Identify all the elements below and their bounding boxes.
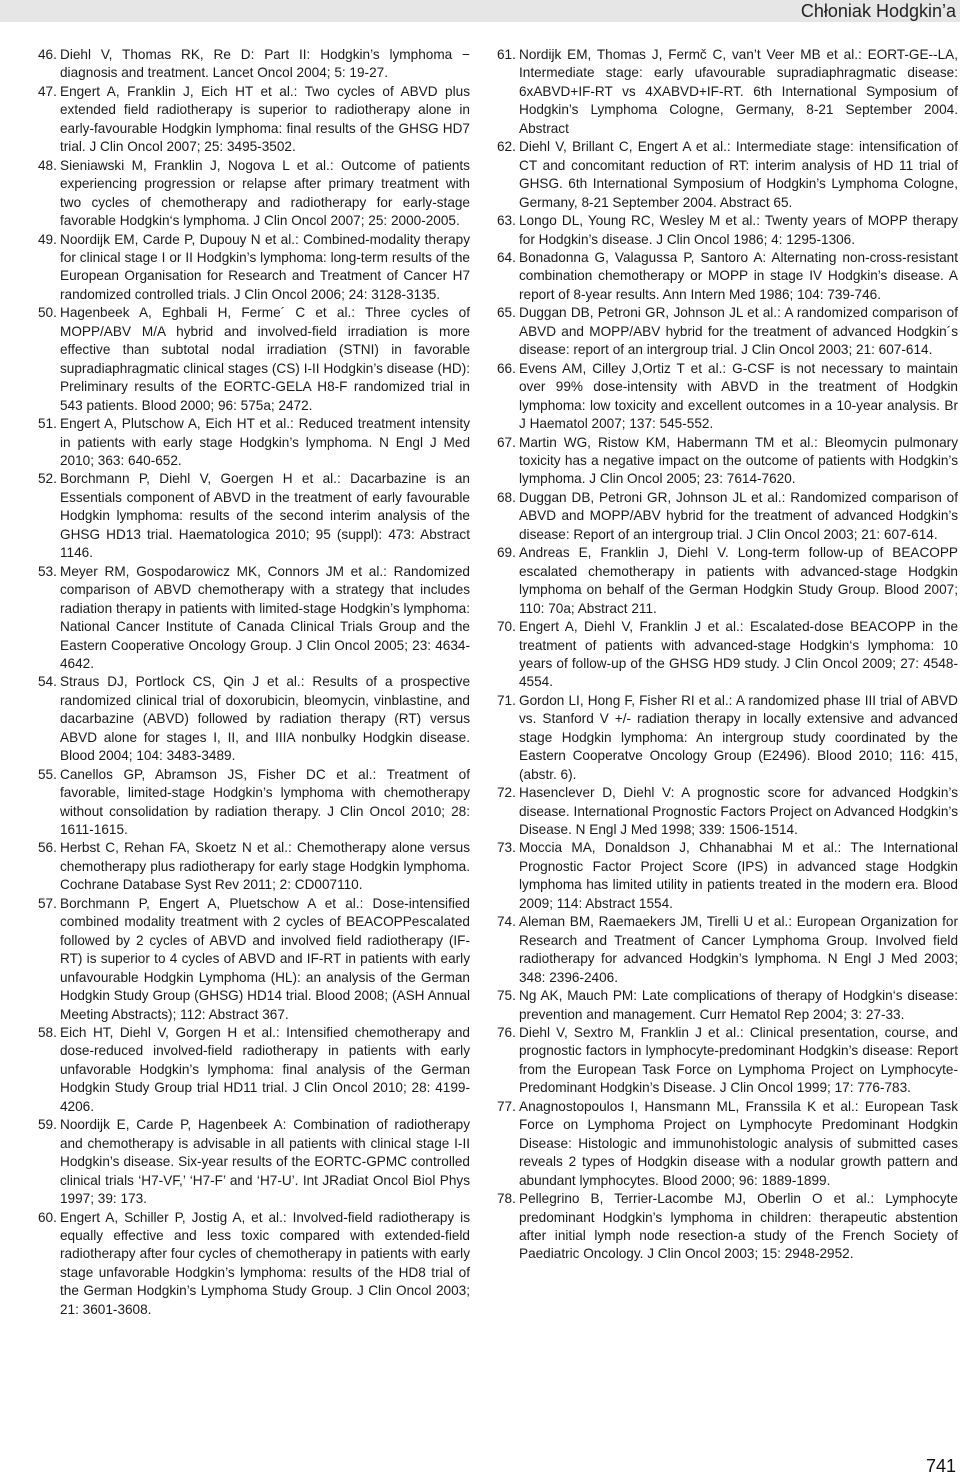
reference-authors: Hagenbeek A, Eghbali H, Ferme´ C et al. <box>60 305 352 321</box>
reference-authors: Eich HT, Diehl V, Gorgen H et al. <box>60 1025 276 1041</box>
reference-body <box>60 157 470 231</box>
reference-body <box>519 360 958 434</box>
reference-number: 58. <box>38 1025 57 1041</box>
reference-body <box>60 839 470 894</box>
reference-item <box>497 212 958 249</box>
reference-body <box>519 1098 958 1190</box>
reference-item <box>497 434 958 489</box>
reference-body <box>60 563 470 674</box>
reference-number: 60. <box>38 1209 57 1225</box>
reference-authors: Diehl V, Sextro M, Franklin J et al. <box>519 1025 740 1041</box>
reference-authors: Moccia MA, Donaldson J, Chhanabhai M et al. <box>519 840 838 856</box>
reference-body <box>519 489 958 544</box>
reference-text: : Outcome of patients experiencing progression or relapse after primary treatment with two cycles of chemotherapy and radiotherapy for early-stage favorable Hodgkin‘s lymphoma. J Clin Oncol 2007; 25: 2000-2005. <box>60 157 470 229</box>
reference-authors: Canellos GP, Abramson JS, Fisher DC et al. <box>60 766 373 782</box>
reference-text: : Chemotherapy alone versus chemotherapy plus radiotherapy for early stage Hodgkin lymphoma. Cochrane Database Syst Rev 2011; 2: CD007110. <box>60 840 471 893</box>
reference-item <box>497 1024 958 1098</box>
reference-text: : Late complications of therapy of Hodgkin‘s disease: prevention and management. Curr Hematol Rep 2004; 3: 27-33. <box>519 988 958 1022</box>
reference-body <box>519 212 958 249</box>
reference-body <box>60 895 470 1024</box>
references-right-column <box>497 46 958 1264</box>
reference-body <box>519 46 958 138</box>
reference-number: 74. <box>497 914 516 930</box>
references-left-column <box>38 46 470 1319</box>
reference-text: : Dacarbazine is an Essentials component of ABVD in the treatment of early favourable Hodgkin lymphoma: results of the second interim analysis of the GHSG HD13 trial. Haematologica 2010; 95 (suppl): 473: Abstract 1146. <box>60 471 470 561</box>
reference-item <box>497 46 958 138</box>
reference-body <box>519 1024 958 1098</box>
reference-text: : Clinical presentation, course, and prognostic factors in lymphocyte-predominant Hodgkin’s disease: Report from the European Task Force on Lymphoma Project on Lymphocyte-Predominant Hodgkin’s Disease. J Clin Oncol 1999; 17: 776-783. <box>519 1025 958 1096</box>
reference-body <box>519 618 958 692</box>
reference-number: 78. <box>497 1191 516 1207</box>
reference-body <box>519 434 958 489</box>
reference-item <box>497 489 958 544</box>
reference-number: 75. <box>497 988 516 1004</box>
reference-number: 56. <box>38 840 57 856</box>
reference-number: 57. <box>38 895 57 911</box>
reference-text: : Three cycles of MOPP/ABV M/A hybrid and involved-field irradiation is more effective than subtotal nodal irradiation (STNI) in favorable supradiaphragmatic clinical stages (CS) I-II Hodgkin’s disease (HD): Preliminary results of the EORTC-GELA H8-F randomized trial in 543 patients. Blood 2000; 96: 575a; 2472. <box>60 305 470 413</box>
reference-authors: Longo DL, Young RC, Wesley M et al. <box>519 213 757 229</box>
reference-body <box>60 1024 470 1116</box>
reference-authors: Engert A, Franklin J, Eich HT et al. <box>60 83 294 99</box>
reference-item <box>497 249 958 304</box>
reference-body <box>60 766 470 840</box>
reference-number: 47. <box>38 83 57 99</box>
reference-body <box>60 1116 470 1208</box>
reference-authors: Engert A, Schiller P, Jostig A, et al. <box>60 1209 283 1225</box>
reference-body <box>60 673 470 765</box>
reference-authors: Engert A, Diehl V, Franklin J et al. <box>519 619 740 635</box>
reference-item <box>38 470 470 562</box>
reference-authors: Noordijk EM, Carde P, Dupouy N et al. <box>60 231 296 247</box>
reference-number: 76. <box>497 1025 516 1041</box>
reference-body <box>519 138 958 212</box>
reference-item <box>38 304 470 415</box>
reference-body <box>60 231 470 305</box>
reference-item <box>38 1209 470 1320</box>
reference-body <box>519 304 958 359</box>
reference-item <box>38 766 470 840</box>
reference-item <box>497 304 958 359</box>
reference-number: 52. <box>38 471 57 487</box>
reference-text: : Combined-modality therapy for clinical stage I or II Hodgkin’s lymphoma: long-term results of the European Organisation for Research and Treatment of Cancer H7 randomized controlled trials. J Clin Oncol 2006; 24: 3128-3135. <box>60 231 470 302</box>
reference-authors: Herbst C, Rehan FA, Skoetz N et al. <box>60 840 288 856</box>
reference-text: : European Organization for Research and Treatment of Cancer Lymphoma Group. Involved field radiotherapy for advanced Hodgkin’s lymphoma. N Engl J Med 2003; 348: 2396-2406. <box>519 914 958 985</box>
reference-number: 69. <box>497 545 516 561</box>
reference-item <box>38 46 470 83</box>
reference-body <box>519 839 958 913</box>
reference-number: 63. <box>497 213 516 229</box>
reference-authors: Bonadonna G, Valagussa P, Santoro A <box>519 249 763 265</box>
reference-authors: Noordijk E, Carde P, Hagenbeek A <box>60 1117 283 1133</box>
reference-text: : Intensified chemotherapy and dose-reduced involved-field radiotherapy in patients with early unfavorable Hodgkin’s lymphoma: final analysis of the German Hodgkin Study Group trial HD11 trial. J Clin Oncol 2010; 28: 4199-4206. <box>60 1025 470 1114</box>
reference-number: 67. <box>497 434 516 450</box>
reference-body <box>60 83 470 157</box>
reference-body <box>60 1209 470 1320</box>
reference-body <box>519 249 958 304</box>
reference-item <box>38 895 470 1024</box>
reference-authors: Diehl V, Brillant C, Engert A et al. <box>519 139 727 155</box>
reference-item <box>497 839 958 913</box>
reference-body <box>519 544 958 618</box>
reference-authors: Anagnostopoulos I, Hansmann ML, Franssila K et al. <box>519 1098 855 1114</box>
reference-text: . Long-term follow-up of BEACOPP escalated chemotherapy in patients with advanced-stage Hodgkin lymphoma on behalf of the German Hodgkin Study Group. Blood 2007; 110: 70a; Abstract 211. <box>519 545 959 616</box>
reference-text: : Randomized comparison of ABVD chemotherapy with a strategy that includes radiation therapy in patients with limited-stage Hodgkin’s lymphoma: National Cancer Institute of Canada Clinical Trials Group and the Eastern Cooperative Oncology Group. J Clin Oncol 2005; 23: 4634-4642. <box>60 563 470 671</box>
reference-body <box>519 692 958 784</box>
reference-item <box>497 987 958 1024</box>
reference-text: : Randomized comparison of ABVD and MOPP/ABV hybrid for the treatment of advanced Hodgkin’s disease: Report of an intergroup trial. J Clin Oncol 2003; 21: 607-614. <box>519 489 958 542</box>
running-header <box>0 0 960 22</box>
reference-text: : Involved-field radiotherapy is equally effective and less toxic compared with extended-field radiotherapy after four cycles of chemotherapy in patients with early stage unfavorable Hodgkin’s lymphoma: results of the HD8 trial of the German Hodgkin’s Lymphoma Study Group. J Clin Oncol 2003; 21: 3601-3608. <box>60 1209 470 1317</box>
reference-body <box>519 1190 958 1264</box>
reference-text: : Combination of radiotherapy and chemotherapy is advisable in all patients with clinical stage I-II Hodgkin’s disease. Six-year results of the EORTC-GPMC controlled clinical trials ‘H7-VF,’ ‘H7-F’ and ‘H7-U’. Int JRadiat Oncol Biol Phys 1997; 39: 173. <box>60 1117 470 1207</box>
reference-item <box>497 138 958 212</box>
reference-number: 53. <box>38 563 57 579</box>
page-number: 741 <box>925 1456 956 1476</box>
reference-number: 71. <box>497 692 516 708</box>
reference-body <box>519 913 958 987</box>
reference-text: : Treatment of favorable, limited-stage Hodgkin’s lymphoma with chemotherapy without consolidation by radiation therapy. J Clin Oncol 2010; 28: 1611-1615. <box>60 766 470 838</box>
reference-item <box>497 1190 958 1264</box>
reference-number: 73. <box>497 840 516 856</box>
reference-authors: Engert A, Plutschow A, Eich HT et al. <box>60 416 291 432</box>
reference-number: 64. <box>497 249 516 265</box>
reference-item <box>38 673 470 765</box>
reference-text: : Reduced treatment intensity in patients with early stage Hodgkin’s lymphoma. N Engl J Med 2010; 363: 640-652. <box>60 416 470 468</box>
reference-number: 72. <box>497 785 516 801</box>
reference-number: 61. <box>497 47 516 62</box>
reference-authors: Diehl V, Thomas RK, Re D <box>60 47 251 62</box>
reference-text: : EORT-GE--LA, Intermediate stage: early ufavourable supradiaphragmatic disease: 6xABVD+IF-RT vs 4XABVD+IF-RT. 6th International Symposium of Hodgkin’s Lymphoma Cologne, Germany, 8-21 September 2004. Abstract <box>519 47 958 136</box>
reference-item <box>38 415 470 470</box>
reference-number: 68. <box>497 489 516 505</box>
reference-number: 59. <box>38 1117 57 1133</box>
reference-item <box>38 839 470 894</box>
reference-number: 65. <box>497 305 516 321</box>
reference-authors: Sieniawski M, Franklin J, Nogova L et al. <box>60 157 330 173</box>
reference-authors: Borchmann P, Engert A, Pluetschow A et al. <box>60 895 360 911</box>
reference-text: : Bleomycin pulmonary toxicity has a negative impact on the outcome of patients with Hodgkin’s lymphoma. J Clin Oncol 2005; 23: 7614-7620. <box>519 434 958 487</box>
reference-item <box>497 544 958 618</box>
reference-body <box>60 46 470 83</box>
reference-authors: Andreas E, Franklin J, Diehl V <box>519 545 725 561</box>
reference-item <box>497 618 958 692</box>
reference-text: : A prognostic score for advanced Hodgkin’s disease. International Prognostic Factors Project on Advanced Hodgkin’s Disease. N Engl J Med 1998; 339: 1506-1514. <box>519 785 958 838</box>
reference-number: 70. <box>497 619 516 635</box>
reference-authors: Aleman BM, Raemaekers JM, Tirelli U et al. <box>519 914 789 930</box>
reference-authors: Straus DJ, Portlock CS, Qin J et al. <box>60 674 301 690</box>
reference-item <box>497 1098 958 1190</box>
reference-body <box>60 470 470 562</box>
reference-text: : The International Prognostic Factor Project Score (IPS) in advanced stage Hodgkin lymphoma has limited utility in patients treated in the modern era. Blood 2009; 114: Abstract 1554. <box>519 840 958 911</box>
reference-number: 49. <box>38 231 57 247</box>
running-header-title: Chłoniak Hodgkin’a <box>800 1 956 21</box>
reference-number: 66. <box>497 360 516 376</box>
reference-text: : Two cycles of ABVD plus extended field radiotherapy is superior to radiotherapy alone in early-favourable Hodgkin lymphoma: final results of the GHSG HD7 trial. J Clin Oncol 2007; 25: 3495-3502. <box>60 83 470 155</box>
reference-item <box>38 231 470 305</box>
reference-authors: Nordijk EM, Thomas J, Fermč C, van’t Veer MB et al. <box>519 47 858 62</box>
reference-number: 62. <box>497 139 516 155</box>
reference-body <box>60 415 470 470</box>
reference-authors: Gordon LI, Hong F, Fisher RI et al. <box>519 692 729 708</box>
reference-text: : European Task Force on Lymphoma Project on Lymphocyte Predominant Hodgkin Disease: Histologic and immunohistologic analysis of submitted cases reveals 2 types of Hodgkin disease with a nodular growth pattern and abundant lymphocytes. Blood 2000; 96: 1889-1899. <box>519 1098 958 1188</box>
reference-item <box>497 692 958 784</box>
reference-text: : G-CSF is not necessary to maintain over 99% dose-intensity with ABVD in the treatment of Hodgkin lymphoma: low toxicity and excellent outcomes in a 10-year analysis. Br J Haematol 2007; 137: 545-552. <box>519 360 958 432</box>
reference-item <box>38 83 470 157</box>
reference-text: : Dose-intensified combined modality treatment with 2 cycles of BEACOPPescalated followed by 2 cycles of ABVD and involved field radiotherapy (IF-RT) is superior to 4 cycles of ABVD and IF-RT in patients with early unfavourable Hodgkin Lymphoma (HL): an analysis of the German Hodgkin Study Group (GHSG) HD14 trial. Blood 2008; (ASH Annual Meeting Abstracts); 112: Abstract 367. <box>60 895 470 1022</box>
reference-authors: Meyer RM, Gospodarowicz MK, Connors JM et al. <box>60 563 384 579</box>
reference-authors: Evens AM, Cilley J,Ortiz T et al. <box>519 360 723 376</box>
reference-authors: Duggan DB, Petroni GR, Johnson JL et al. <box>519 305 778 321</box>
reference-item <box>497 913 958 987</box>
reference-text: : Twenty years of MOPP therapy for Hodgkin’s disease. J Clin Oncol 1986; 4: 1295-1306. <box>519 213 958 247</box>
reference-text: : Lymphocyte predominant Hodgkin’s lymphoma in children: therapeutic abstention after initial lymph node resection-a study of the French Society of Paediatric Oncology. J Clin Oncol 2003; 15: 2948-2952. <box>519 1191 958 1262</box>
reference-body <box>60 304 470 415</box>
reference-authors: Hasenclever D, Diehl V <box>519 785 671 801</box>
reference-authors: Pellegrino B, Terrier-Lacombe MJ, Oberlin O et al. <box>519 1191 871 1207</box>
reference-number: 50. <box>38 305 57 321</box>
reference-authors: Martin WG, Ristow KM, Habermann TM et al. <box>519 434 815 450</box>
reference-number: 46. <box>38 47 57 62</box>
reference-item <box>38 1116 470 1208</box>
reference-number: 77. <box>497 1098 516 1114</box>
reference-text: : Escalated-dose BEACOPP in the treatment of patients with advanced-stage Hodgkin‘s lymphoma: 10 years of follow-up of the GHSG HD9 study. J Clin Oncol 2009; 27: 4548-4554. <box>519 619 959 690</box>
reference-text: : A randomized phase III trial of ABVD vs. Stanford V +/- radiation therapy in locally extensive and advanced stage Hodgkin lymphoma: An intergroup study coordinated by the Eastern Cooperatve Oncology Group (E2496). Blood 2010; 116: 415, (abstr. 6). <box>519 692 958 782</box>
reference-body <box>519 987 958 1024</box>
reference-authors: Borchmann P, Diehl V, Goergen H et al. <box>60 471 337 487</box>
reference-item <box>38 563 470 674</box>
reference-item <box>497 784 958 839</box>
reference-authors: Ng AK, Mauch PM <box>519 988 634 1004</box>
reference-text: : Part II: Hodgkin’s lymphoma − diagnosis and treatment. Lancet Oncol 2004; 5: 19-27. <box>60 47 470 81</box>
reference-text: : Intermediate stage: intensification of CT and concomitant reduction of RT: interim analysis of HD 11 trial of GHSG. 6th International Symposium of Hodgkin’s Lymphoma Cologne, Germany, 8-21 September 2004. Abstract 65. <box>519 139 958 210</box>
reference-item <box>38 157 470 231</box>
reference-text: : A randomized comparison of ABVD and MOPP/ABV hybrid for the treatment of advanced Hodgkin´s disease: report of an intergroup trial. J Clin Oncol 2003; 21: 607-614. <box>519 305 958 358</box>
reference-number: 51. <box>38 416 57 432</box>
reference-item <box>38 1024 470 1116</box>
reference-text: : Alternating non-cross-resistant combination chemotherapy or MOPP in stage IV Hodgkin’s disease. A report of 8-year results. Ann Intern Med 1986; 104: 739-746. <box>519 249 958 302</box>
reference-item <box>497 360 958 434</box>
reference-number: 48. <box>38 157 57 173</box>
reference-text: : Results of a prospective randomized clinical trial of doxorubicin, bleomycin, vinblastine, and dacarbazine (ABVD) followed by radiation therapy (RT) versus ABVD alone for stages I, II, and IIIA nonbulky Hodgkin disease. Blood 2004; 104: 3483-3489. <box>60 674 470 764</box>
reference-number: 55. <box>38 766 57 782</box>
reference-number: 54. <box>38 674 57 690</box>
reference-body <box>519 784 958 839</box>
reference-authors: Duggan DB, Petroni GR, Johnson JL et al. <box>519 489 782 505</box>
